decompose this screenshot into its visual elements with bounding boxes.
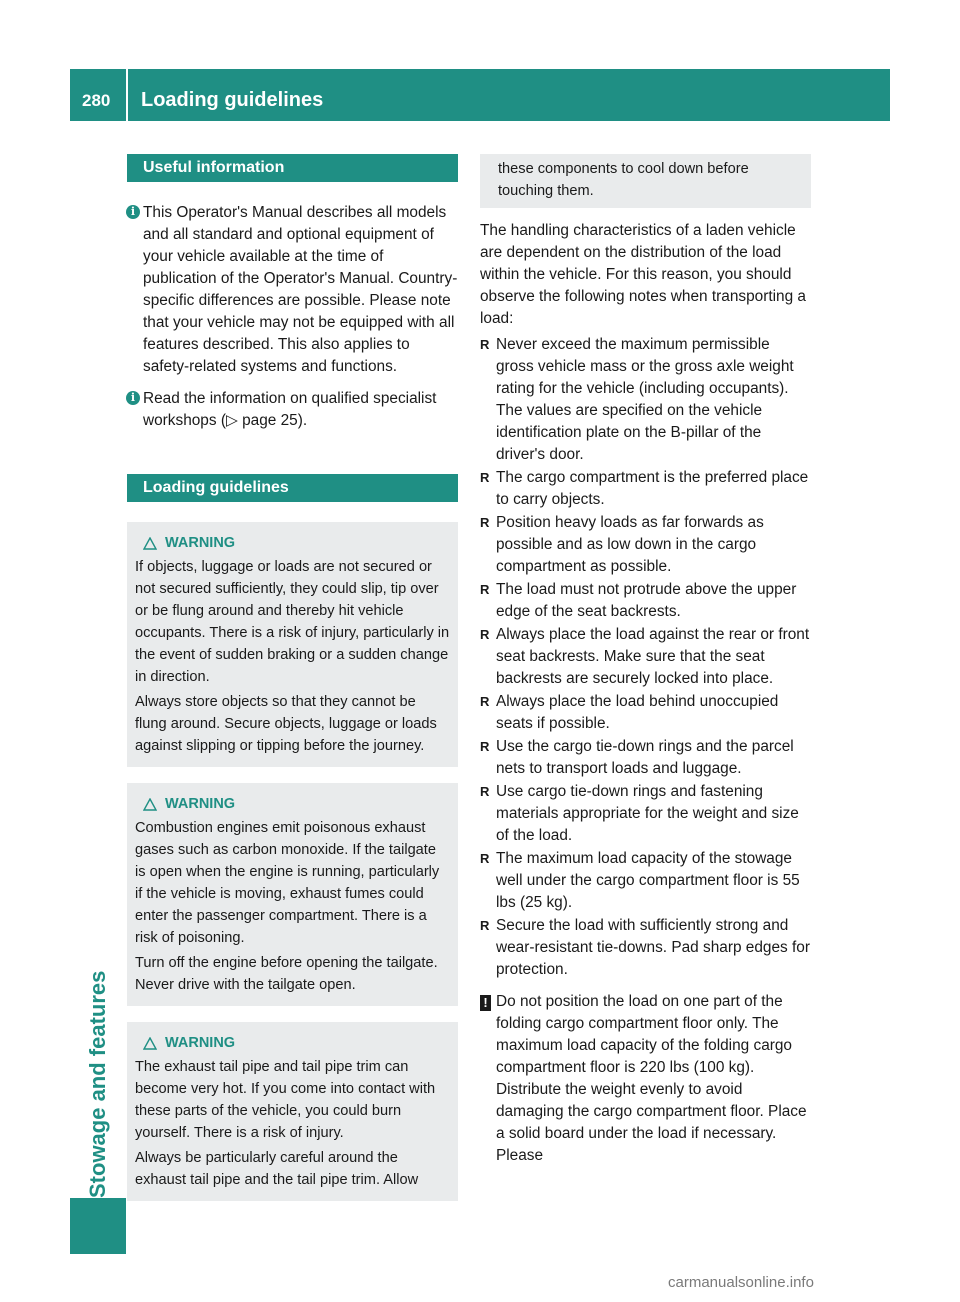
list-item [480,848,811,914]
bullet-marker: R [480,739,490,754]
list-item [480,624,811,690]
right-column [480,154,811,1167]
list-item [480,334,811,466]
warning-title [135,793,450,815]
bullet-marker: R [480,470,490,485]
list-item-text: The maximum load capacity of the stowage well under the cargo compartment floor is 55 lbs (25 kg). [496,850,800,911]
section-heading-loading-guidelines: Loading guidelines [127,474,458,502]
info-note-text: Read the information on qualified specialist workshops (▷ page 25). [143,390,437,429]
list-item [480,736,811,780]
warning-paragraph: Combustion engines emit poisonous exhaust gases such as carbon monoxide. If the tailgate is open when the engine is running, particularly if the vehicle is moving, exhaust fumes could enter the passenger compartment. There is a risk of poisoning. [135,820,440,946]
info-note-text: This Operator's Manual describes all models and all standard and optional equipment of your vehicle available at the time of publication of the Operator's Manual. Country-specific differences are possible. Please note that your vehicle may not be equipped with all features described. This also applies to safety-related systems and functions. [143,204,458,375]
intro-paragraph: The handling characteristics of a laden vehicle are dependent on the distribution of the load within the vehicle. For this reason, you should observe the following notes when transporting a load: [480,222,806,327]
info-note [127,202,458,378]
bullet-marker: R [480,337,490,352]
warning-box [127,783,458,1006]
warning-continuation-box [480,154,811,208]
left-column [127,154,458,1201]
list-item-text: The load must not protrude above the upper edge of the seat backrests. [496,581,797,620]
list-item-text: Always place the load against the rear or front seat backrests. Make sure that the seat backrests are securely locked into place. [496,626,810,687]
list-item-text: Use cargo tie-down rings and fastening materials appropriate for the weight and size of the load. [496,783,799,844]
list-item [480,781,811,847]
warning-triangle-icon [143,1037,157,1050]
list-item-text: The cargo compartment is the preferred place to carry objects. [496,469,809,508]
warning-paragraph: Always store objects so that they cannot be flung around. Secure objects, luggage or loads against slipping or tipping before the journey. [135,694,437,754]
list-item [480,691,811,735]
chapter-label: Stowage and features [85,970,110,1198]
warning-title [135,1032,450,1054]
header-divider [126,69,128,121]
list-item [480,467,811,511]
bullet-marker: R [480,515,490,530]
bullet-marker: R [480,851,490,866]
caution-note [480,991,811,1167]
warning-paragraph: If objects, luggage or loads are not secured or not secured sufficiently, they could slip, tip over or be flung around and thereby hit vehicle occupants. There is a risk of injury, particularly in the event of sudden braking or a sudden change in direction. [135,559,450,685]
warning-title-text: WARNING [165,1035,236,1051]
list-item-text: Never exceed the maximum permissible gross vehicle mass or the gross axle weight rating for the vehicle (including occupants). The values are specified on the vehicle identification plate on the B-pillar of the driver's door. [496,336,794,463]
loading-rules-list [480,334,811,981]
info-icon: i [126,205,140,219]
list-item [480,512,811,578]
bullet-marker: R [480,582,490,597]
list-item [480,915,811,981]
bullet-marker: R [480,627,490,642]
info-note [127,388,458,432]
caution-note-text: Do not position the load on one part of the folding cargo compartment floor only. The maximum load capacity of the folding cargo compartment floor is 220 lbs (100 kg). Distribute the weight evenly to avoid damaging the cargo compartment floor. Place a solid board under the load if necessary. Please [496,993,807,1164]
warning-paragraph: Turn off the engine before opening the tailgate. Never drive with the tailgate open. [135,955,438,993]
list-item-text: Secure the load with sufficiently strong and wear-resistant tie-downs. Pad sharp edges for protection. [496,917,810,978]
footer-watermark: carmanualsonline.info [668,1274,814,1291]
section-heading-useful-information: Useful information [127,154,458,182]
page-number: 280 [82,91,111,110]
bullet-marker: R [480,918,490,933]
list-item-text: Use the cargo tie-down rings and the parcel nets to transport loads and luggage. [496,738,794,777]
warning-paragraph: Always be particularly careful around the exhaust tail pipe and the tail pipe trim. Allow [135,1150,419,1188]
chapter-tab [70,1198,126,1254]
list-item-text: Always place the load behind unoccupied seats if possible. [496,693,779,732]
list-item [480,579,811,623]
list-item-text: Position heavy loads as far forwards as possible and as low down in the cargo compartment as possible. [496,514,764,575]
warning-box [127,522,458,767]
warning-triangle-icon [143,798,157,811]
warning-title-text: WARNING [165,796,236,812]
info-icon: i [126,391,140,405]
warning-title [135,532,450,554]
warning-box [127,1022,458,1201]
warning-continuation-text: these components to cool down before touching them. [498,161,749,199]
page-title: Loading guidelines [141,89,324,111]
bullet-marker: R [480,784,490,799]
exclamation-icon: ! [480,995,491,1011]
bullet-marker: R [480,694,490,709]
warning-paragraph: The exhaust tail pipe and tail pipe trim can become very hot. If you come into contact with these parts of the vehicle, you could burn yourself. There is a risk of injury. [135,1059,436,1141]
warning-title-text: WARNING [165,535,236,551]
warning-triangle-icon [143,537,157,550]
